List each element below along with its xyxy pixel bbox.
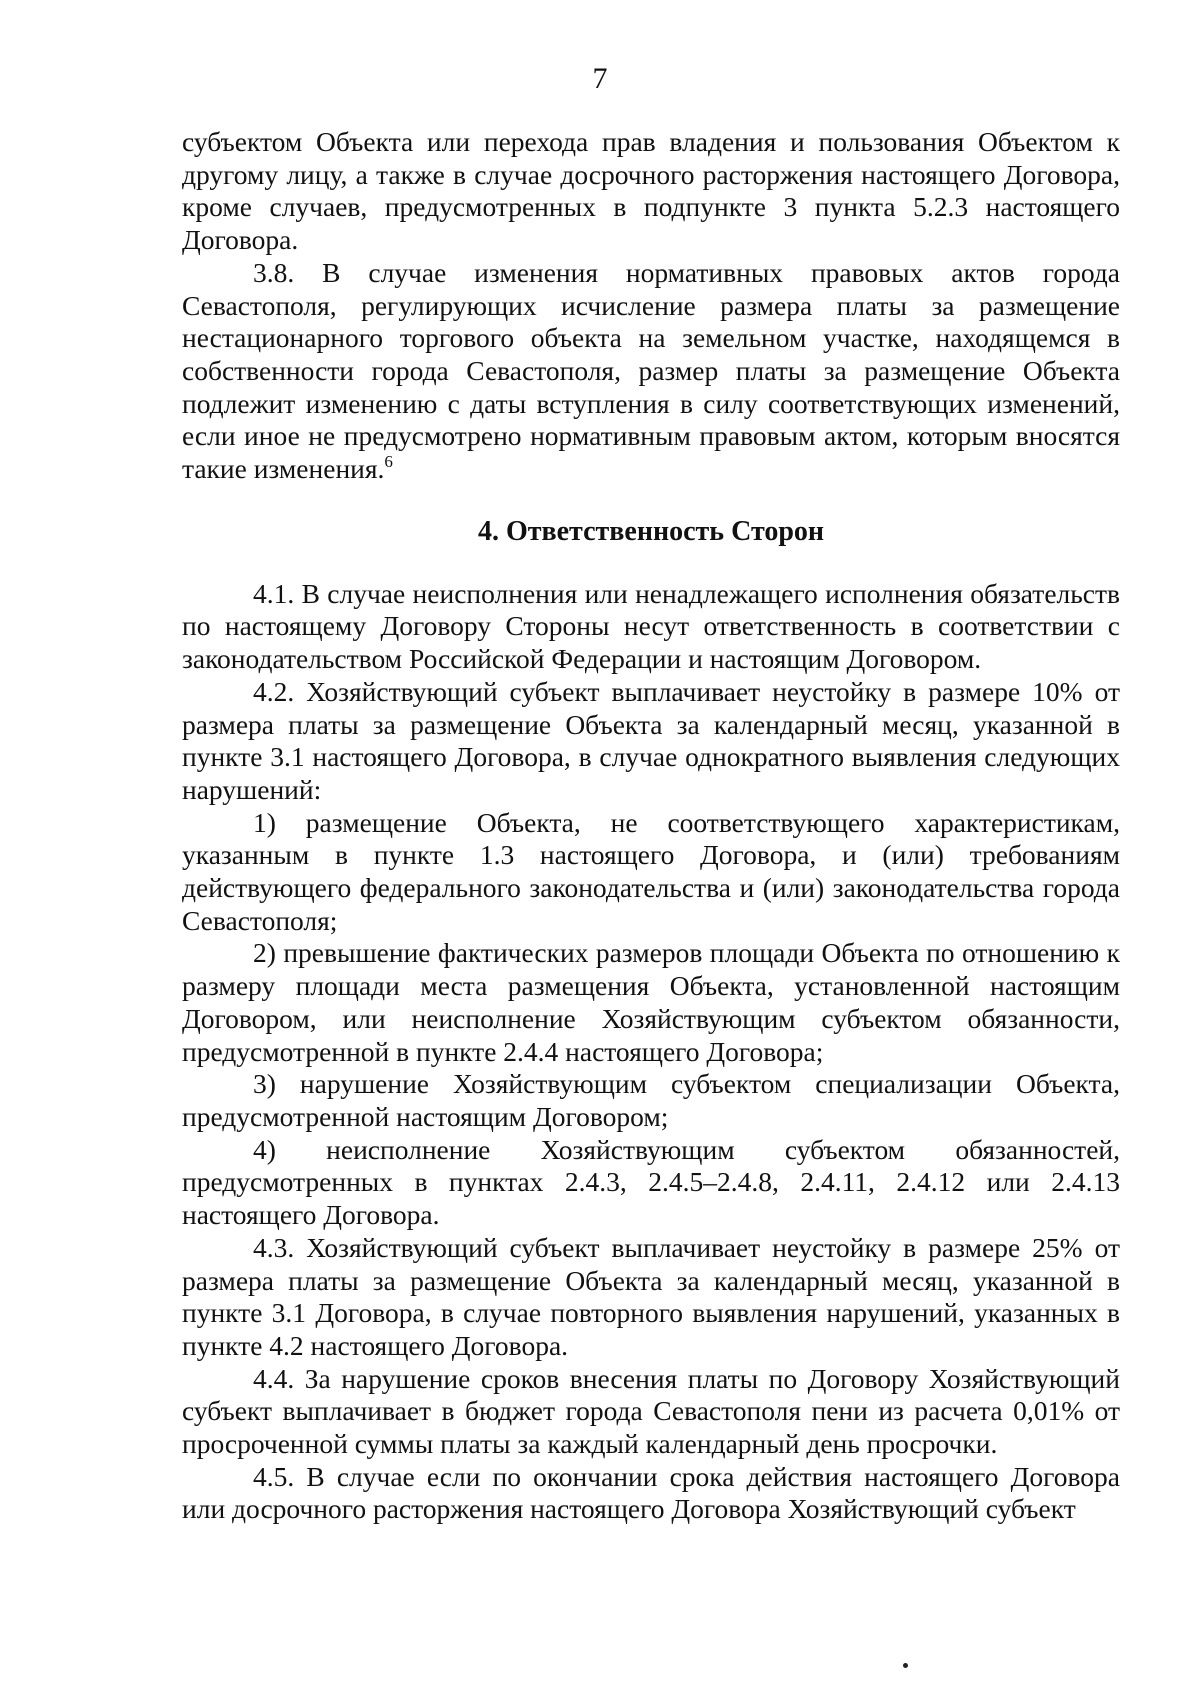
list-item-1: 1) размещение Объекта, не соответствующего характеристикам, указанным в пункте 1.3 настоящего Договора, и (или) требованиям действующего федерального законодательства и (или) законодательства города Севастополя;: [182, 806, 1120, 936]
scan-dot-mark: [903, 1663, 908, 1668]
paragraph-4-2: 4.2. Хозяйствующий субъект выплачивает неустойку в размере 10% от размера платы за размещение Объекта за календарный месяц, указанной в пункте 3.1 настоящего Договора, в случае однократного выявления следующих нарушений:: [182, 675, 1120, 805]
list-item-3: 3) нарушение Хозяйствующим субъектом специализации Объекта, предусмотренной настоящим Договором;: [182, 1068, 1120, 1132]
document-body: [182, 126, 1120, 1526]
list-item-4: 4) неисполнение Хозяйствующим субъектом обязанностей, предусмотренных в пунктах 2.4.3, 2.4.5–2.4.8, 2.4.11, 2.4.12 или 2.4.13 настоящего Договора.: [182, 1133, 1120, 1231]
paragraph-3-8-text: 3.8. В случае изменения нормативных правовых актов города Севастополя, регулирующих исчисление размера платы за размещение нестационарного торгового объекта на земельном участке, находящемся в собственности города Севастополя, размер платы за размещение Объекта подлежит изменению с даты вступления в силу соответствующих изменений, если иное не предусмотрено нормативным правовым актом, которым вносятся такие изменения.: [182, 256, 1120, 485]
paragraph-4-3: 4.3. Хозяйствующий субъект выплачивает неустойку в размере 25% от размера платы за размещение Объекта за календарный месяц, указанной в пункте 3.1 Договора, в случае повторного выявления нарушений, указанных в пункте 4.2 настоящего Договора.: [182, 1231, 1120, 1361]
section-heading: 4. Ответственность Сторон: [477, 515, 825, 547]
paragraph-4-4: 4.4. За нарушение сроков внесения платы по Договору Хозяйствующий субъект выплачивает в бюджет города Севастополя пени из расчета 0,01% от просроченной суммы платы за каждый календарный день просрочки.: [182, 1362, 1120, 1460]
paragraph-3-8: [182, 257, 1120, 486]
paragraph-4-5: 4.5. В случае если по окончании срока действия настоящего Договора или досрочного расторжения настоящего Договора Хозяйствующий субъект: [182, 1460, 1120, 1525]
paragraph-continuation: субъектом Объекта или перехода прав владения и пользования Объектом к другому лицу, а также в случае досрочного расторжения настоящего Договора, кроме случаев, предусмотренных в подпункте 3 пункта 5.2.3 настоящего Договора.: [182, 126, 1120, 256]
paragraph-4-1: 4.1. В случае неисполнения или ненадлежащего исполнения обязательств по настоящему Договору Стороны несут ответственность в соответствии с законодательством Российской Федерации и настоящим Договором.: [182, 577, 1120, 675]
page-number: 7: [592, 62, 608, 95]
footnote-marker: 6: [384, 452, 393, 472]
list-item-2: 2) превышение фактических размеров площади Объекта по отношению к размеру площади места размещения Объекта, установленной настоящим Договором, или неисполнение Хозяйствующим субъектом обязанности, предусмотренной в пункте 2.4.4 настоящего Договора;: [182, 937, 1120, 1067]
